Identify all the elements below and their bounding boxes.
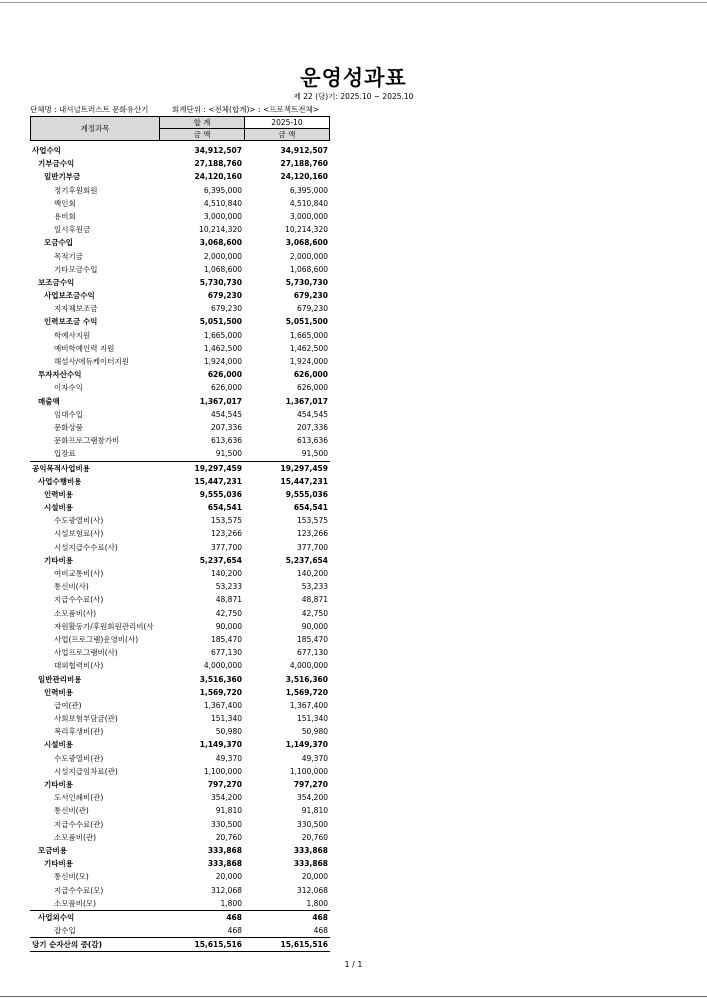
month-amount: 15,447,231 — [280, 476, 328, 486]
month-amount: 185,470 — [296, 634, 328, 644]
account-name: 시설비용 — [44, 740, 73, 750]
table-row — [30, 315, 330, 328]
total-column-header: 합 계 — [160, 117, 245, 129]
total-amount: 1,800 — [220, 898, 242, 908]
month-amount: 333,868 — [293, 845, 328, 855]
table-row — [30, 170, 330, 183]
account-name: 입장료 — [54, 449, 76, 459]
total-amount: 3,000,000 — [203, 211, 242, 221]
total-amount: 19,297,459 — [194, 463, 242, 473]
table-row — [30, 752, 330, 765]
table-row — [30, 857, 330, 870]
table-row — [30, 567, 330, 580]
month-amount: 454,545 — [296, 409, 328, 419]
account-name: 급여(관) — [54, 700, 82, 710]
account-name: 투자자산수익 — [38, 370, 82, 380]
table-row — [30, 884, 330, 897]
total-amount: 1,924,000 — [203, 357, 242, 366]
month-amount: 42,750 — [301, 608, 328, 618]
account-name: 매출액 — [38, 396, 60, 406]
bottom-rule — [0, 996, 707, 997]
account-name: 용비회 — [54, 211, 76, 221]
total-amount: 654,541 — [207, 503, 242, 513]
account-name: 수도광열비(사) — [54, 516, 104, 526]
table-row — [30, 368, 330, 381]
total-amount: 3,068,600 — [199, 238, 242, 248]
account-name: 임대수입 — [54, 409, 83, 419]
month-amount: 140,200 — [296, 569, 328, 578]
fiscal-period: 제 22 (당)기: 2025.10 ~ 2025.10 — [293, 92, 414, 101]
account-name: 소모품비(사) — [54, 608, 97, 618]
month-amount: 20,000 — [301, 872, 328, 882]
table-row — [30, 699, 330, 712]
month-amount: 354,200 — [296, 793, 328, 803]
table-row — [30, 197, 330, 210]
table-row — [30, 633, 330, 646]
total-amount: 91,500 — [215, 449, 242, 459]
total-amount: 123,266 — [210, 529, 242, 539]
total-amount: 49,370 — [215, 753, 242, 763]
account-name: 인력보조금 수익 — [44, 317, 98, 327]
month-amount: 312,068 — [296, 885, 328, 895]
table-row — [30, 725, 330, 738]
account-name: 인력비용 — [44, 489, 73, 499]
month-amount: 49,370 — [301, 753, 328, 763]
page-indicator: 1 / 1 — [344, 960, 363, 969]
month-amount: 207,336 — [296, 422, 328, 432]
month-amount: 19,297,459 — [280, 463, 328, 473]
month-amount: 1,367,400 — [289, 700, 328, 710]
account-name: 학예사지원 — [54, 330, 91, 340]
account-name: 시설보험료(사) — [54, 529, 104, 539]
table-row — [30, 236, 330, 249]
total-amount: 1,665,000 — [203, 330, 242, 340]
table-row — [30, 659, 330, 672]
table-row — [30, 157, 330, 170]
month-amount: 1,100,000 — [289, 766, 328, 776]
table-row — [30, 580, 330, 593]
account-name: 복리후생비(관) — [54, 727, 104, 737]
total-amount: 207,336 — [210, 422, 242, 432]
month-amount: 626,000 — [296, 383, 328, 393]
table-row — [30, 870, 330, 883]
month-amount: 5,051,500 — [285, 317, 328, 327]
table-row — [30, 276, 330, 289]
account-name: 대외협력비(사) — [54, 661, 104, 671]
account-name: 기부금수익 — [38, 159, 75, 169]
total-amount: 626,000 — [210, 383, 242, 393]
account-name: 해설사/에듀케이터지원 — [54, 357, 129, 366]
account-name: 사업수익 — [32, 146, 61, 155]
account-name: 소모품비(관) — [54, 832, 97, 842]
month-amount: 4,000,000 — [289, 661, 328, 671]
account-name: 일시후원금 — [54, 225, 91, 235]
table-row — [30, 804, 330, 817]
organization-label: 단체명 : 내셔널트러스트 문화유산기 — [30, 105, 149, 114]
table-row — [30, 381, 330, 394]
month-amount: 3,068,600 — [285, 238, 328, 248]
table-row — [30, 778, 330, 791]
month-amount: 53,233 — [301, 582, 328, 592]
table-row — [30, 924, 330, 937]
account-name: 기타비용 — [44, 780, 73, 789]
account-name: 지급수수료(모) — [54, 885, 104, 895]
table-row — [30, 395, 330, 408]
account-name: 도서인쇄비(관) — [54, 793, 104, 803]
month-amount: 9,555,036 — [285, 489, 328, 499]
total-amount: 5,051,500 — [199, 317, 242, 327]
table-row — [30, 818, 330, 831]
table-row — [30, 263, 330, 276]
month-amount: 153,575 — [296, 516, 328, 526]
month-amount: 6,395,000 — [289, 185, 328, 195]
month-amount: 1,924,000 — [289, 357, 328, 366]
month-amount: 1,569,720 — [285, 687, 328, 697]
total-amount: 3,516,360 — [199, 674, 242, 684]
month-amount: 333,868 — [293, 859, 328, 869]
month-amount: 468 — [312, 912, 328, 922]
table-row — [30, 329, 330, 342]
account-name: 통신비(모) — [54, 872, 89, 882]
account-name: 시설비용 — [44, 503, 73, 513]
account-name: 잡수입 — [54, 926, 76, 936]
account-name: 지급수수료(관) — [54, 819, 104, 829]
account-name: 사업프로그램비(사) — [54, 648, 118, 658]
table-row — [30, 620, 330, 633]
month-amount: 24,120,160 — [280, 172, 328, 182]
table-row — [30, 541, 330, 554]
month-amount: 3,516,360 — [285, 674, 328, 684]
total-amount: 153,575 — [210, 516, 242, 526]
table-row — [30, 712, 330, 725]
table-row — [30, 738, 330, 751]
table-row — [30, 831, 330, 844]
total-amount: 42,750 — [215, 608, 242, 618]
table-row — [30, 937, 330, 952]
month-amount-subheader: 금 액 — [244, 129, 329, 141]
total-amount: 53,233 — [215, 582, 242, 592]
total-amount: 1,149,370 — [199, 740, 242, 750]
account-name: 문화프로그램참가비 — [54, 436, 120, 446]
table-row — [30, 184, 330, 197]
account-name: 모금비용 — [38, 845, 67, 855]
table-row — [30, 250, 330, 263]
month-amount: 679,230 — [293, 291, 328, 301]
total-amount: 679,230 — [207, 291, 242, 301]
account-name: 정기후원회원 — [54, 185, 98, 195]
total-amount: 6,395,000 — [203, 185, 242, 195]
account-name: 보조금수익 — [38, 277, 75, 287]
total-amount: 10,214,320 — [199, 225, 242, 235]
total-amount: 50,980 — [215, 727, 242, 737]
table-row — [30, 554, 330, 567]
account-name: 시설지급수수료(사) — [54, 542, 118, 552]
table-row — [30, 342, 330, 355]
month-amount: 1,068,600 — [289, 264, 328, 274]
account-name: 문화상품 — [54, 422, 83, 432]
total-amount-subheader: 금 액 — [160, 129, 245, 141]
account-name: 사업(프로그램)운영비(사) — [54, 634, 139, 644]
total-amount: 24,120,160 — [194, 172, 242, 182]
total-amount: 330,500 — [210, 819, 242, 829]
account-name: 예비학예인력 지원 — [54, 343, 115, 353]
total-amount: 613,636 — [210, 436, 242, 446]
total-amount: 1,462,500 — [203, 343, 242, 353]
total-amount: 1,569,720 — [199, 687, 242, 697]
total-amount: 312,068 — [210, 885, 242, 895]
month-amount: 15,615,516 — [280, 940, 328, 950]
month-amount: 5,237,654 — [285, 555, 328, 565]
total-amount: 377,700 — [210, 542, 242, 552]
account-name: 기타모금수입 — [54, 264, 98, 274]
account-column-header: 계정과목 — [31, 117, 160, 141]
total-amount: 1,367,400 — [203, 700, 242, 710]
total-amount: 1,100,000 — [203, 766, 242, 776]
account-name: 통신비(관) — [54, 806, 89, 816]
account-name: 백인회 — [54, 198, 76, 208]
month-amount: 613,636 — [296, 436, 328, 446]
total-amount: 679,230 — [210, 304, 242, 314]
table-row — [30, 765, 330, 778]
table-row — [30, 897, 330, 910]
total-amount: 48,871 — [215, 595, 242, 605]
table-row — [30, 408, 330, 421]
account-name: 기타비용 — [44, 555, 73, 565]
table-row — [30, 447, 330, 460]
total-amount: 5,730,730 — [199, 277, 242, 287]
month-amount: 654,541 — [293, 503, 328, 513]
account-name: 이자수익 — [54, 383, 83, 393]
month-amount: 34,912,507 — [280, 146, 328, 155]
month-amount: 10,214,320 — [285, 225, 328, 235]
table-row — [30, 488, 330, 501]
top-rule — [0, 2, 707, 3]
account-name: 일반관리비용 — [38, 674, 82, 684]
total-amount: 454,545 — [210, 409, 242, 419]
total-amount: 91,810 — [215, 806, 242, 816]
month-amount: 2,000,000 — [289, 251, 328, 261]
table-row — [30, 791, 330, 804]
total-amount: 626,000 — [207, 370, 242, 380]
month-amount: 90,000 — [301, 621, 328, 631]
total-amount: 354,200 — [210, 793, 242, 803]
account-name: 기타비용 — [44, 859, 73, 869]
table-row — [30, 434, 330, 447]
account-name: 여비교통비(사) — [54, 569, 104, 578]
table-row — [30, 210, 330, 223]
account-name: 사회보험부담금(관) — [54, 714, 118, 724]
table-row — [30, 607, 330, 620]
total-amount: 27,188,760 — [194, 159, 242, 169]
table-row — [30, 910, 330, 924]
statement-rows — [30, 144, 330, 952]
month-amount: 677,130 — [296, 648, 328, 658]
account-name: 사업외수익 — [38, 912, 75, 922]
table-row — [30, 501, 330, 514]
total-amount: 2,000,000 — [203, 251, 242, 261]
month-amount: 91,810 — [301, 806, 328, 816]
month-amount: 1,462,500 — [289, 343, 328, 353]
account-name: 당기 순자산의 증(감) — [32, 940, 103, 950]
total-amount: 15,447,231 — [194, 476, 242, 486]
table-row — [30, 844, 330, 857]
month-amount: 5,730,730 — [285, 277, 328, 287]
account-name: 시설지급임차료(관) — [54, 766, 118, 776]
month-amount: 679,230 — [296, 304, 328, 314]
account-name: 모금수입 — [44, 238, 73, 248]
month-amount: 3,000,000 — [289, 211, 328, 221]
month-amount: 1,367,017 — [285, 396, 328, 406]
total-amount: 1,367,017 — [199, 396, 242, 406]
table-row — [30, 673, 330, 686]
account-name: 지자체보조금 — [54, 304, 98, 314]
total-amount: 140,200 — [210, 569, 242, 578]
account-name: 공익목적사업비용 — [32, 463, 90, 473]
month-amount: 27,188,760 — [280, 159, 328, 169]
total-amount: 677,130 — [210, 648, 242, 658]
total-amount: 468 — [226, 912, 242, 922]
account-name: 자원활동가/후원회원관리비(사 — [54, 621, 154, 631]
total-amount: 4,000,000 — [203, 661, 242, 671]
month-amount: 330,500 — [296, 819, 328, 829]
month-amount: 1,665,000 — [289, 330, 328, 340]
total-amount: 797,270 — [207, 780, 242, 789]
account-name: 목적기금 — [54, 251, 83, 261]
table-row — [30, 289, 330, 302]
table-row — [30, 223, 330, 236]
table-row — [30, 514, 330, 527]
month-amount: 1,149,370 — [285, 740, 328, 750]
month-amount: 626,000 — [293, 370, 328, 380]
total-amount: 333,868 — [207, 859, 242, 869]
month-amount: 4,510,840 — [289, 198, 328, 208]
month-amount: 1,800 — [306, 898, 328, 908]
month-amount: 48,871 — [301, 595, 328, 605]
total-amount: 20,000 — [215, 872, 242, 882]
month-amount: 151,340 — [296, 714, 328, 724]
month-column-header: 2025-10 — [244, 117, 329, 129]
total-amount: 34,912,507 — [194, 146, 242, 155]
account-name: 소모품비(모) — [54, 898, 97, 908]
table-row — [30, 302, 330, 315]
month-amount: 20,760 — [301, 832, 328, 842]
total-amount: 185,470 — [210, 634, 242, 644]
month-amount: 797,270 — [293, 780, 328, 789]
page-title: 운영성과표 — [300, 66, 407, 90]
total-amount: 468 — [227, 926, 242, 936]
table-header — [30, 116, 330, 141]
account-name: 사업수행비용 — [38, 476, 82, 486]
total-amount: 151,340 — [210, 714, 242, 724]
month-amount: 468 — [313, 926, 328, 936]
total-amount: 4,510,840 — [203, 198, 242, 208]
month-amount: 377,700 — [296, 542, 328, 552]
table-row — [30, 686, 330, 699]
table-row — [30, 355, 330, 368]
account-name: 인력비용 — [44, 687, 73, 697]
total-amount: 90,000 — [215, 621, 242, 631]
month-amount: 123,266 — [296, 529, 328, 539]
table-row — [30, 527, 330, 540]
total-amount: 1,068,600 — [203, 264, 242, 274]
total-amount: 20,760 — [215, 832, 242, 842]
total-amount: 9,555,036 — [199, 489, 242, 499]
account-name: 수도광열비(관) — [54, 753, 104, 763]
table-row — [30, 144, 330, 157]
table-row — [30, 593, 330, 606]
table-row — [30, 421, 330, 434]
month-amount: 91,500 — [301, 449, 328, 459]
total-amount: 15,615,516 — [194, 940, 242, 950]
accounting-unit-label: 회계단위 : <전체(합계)> : <프로젝트전체> — [172, 105, 320, 114]
total-amount: 5,237,654 — [199, 555, 242, 565]
table-row — [30, 475, 330, 488]
account-name: 통신비(사) — [54, 582, 89, 592]
month-amount: 50,980 — [301, 727, 328, 737]
account-name: 사업보조금수익 — [44, 291, 95, 301]
total-amount: 333,868 — [207, 845, 242, 855]
account-name: 지급수수료(사) — [54, 595, 104, 605]
account-name: 일반기부금 — [44, 172, 81, 182]
table-row — [30, 461, 330, 475]
table-row — [30, 646, 330, 659]
